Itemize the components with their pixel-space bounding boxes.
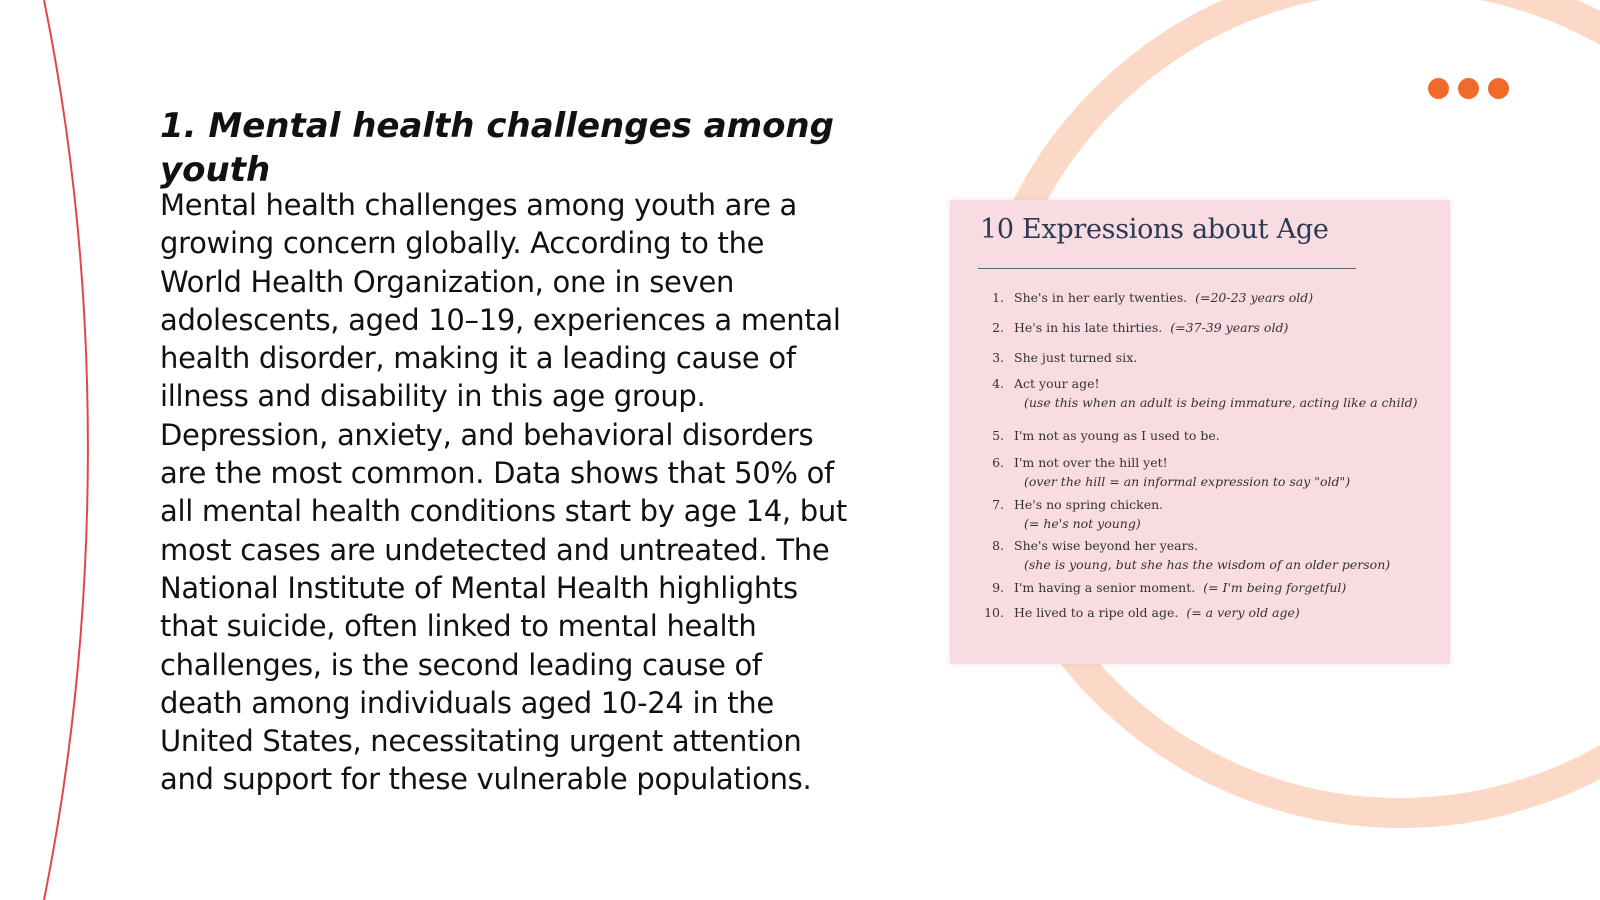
slide-title: 1. Mental health challenges among youth: [160, 106, 834, 190]
expression-item: [980, 605, 1448, 620]
expression-item: [980, 428, 1448, 443]
expression-item: [980, 538, 1448, 572]
expression-item: [980, 350, 1448, 365]
card-title-rule: [978, 268, 1356, 269]
expression-number: 3.: [992, 350, 1004, 365]
expression-text: He lived to a ripe old age.: [1014, 605, 1179, 620]
expression-number: 6.: [992, 455, 1004, 470]
expression-text: She just turned six.: [1014, 350, 1138, 365]
expression-number: 9.: [992, 580, 1004, 595]
expressions-image-card: [950, 200, 1450, 664]
expression-note: (=37-39 years old): [1170, 320, 1289, 335]
expression-text: I'm having a senior moment.: [1014, 580, 1196, 595]
expression-item: [980, 580, 1448, 595]
slide-body-text: Mental health challenges among youth are a growing concern globally. According to the World Health Organization, one in seven adolescents, aged 10–19, experiences a mental health disorder, making it a leading cause of illness and disability in this age group. Depression, anxiety, and behavioral disorders are the most common. Data shows that 50% of all mental health conditions start by age 14, but most cases are undetected and untreated. The National Institute of Mental Health highlights that suicide, often linked to mental health challenges, is the second leading cause of death among individuals aged 10-24 in the United States, necessitating urgent attention and support for these vulnerable populations.: [160, 188, 848, 797]
expression-text: She's wise beyond her years.: [1014, 538, 1199, 553]
expression-note: (=20-23 years old): [1195, 290, 1314, 305]
menu-dots: [1428, 78, 1509, 99]
expression-text: He's in his late thirties.: [1014, 320, 1163, 335]
expression-note: (over the hill = an informal expression to say "old"): [1024, 474, 1351, 489]
expression-note: (= I'm being forgetful): [1203, 580, 1347, 595]
dot-3: [1488, 78, 1509, 99]
expression-text: She's in her early twenties.: [1014, 290, 1188, 305]
expression-number: 5.: [992, 428, 1004, 443]
dot-2: [1458, 78, 1479, 99]
card-title: 10 Expressions about Age: [980, 214, 1329, 245]
expression-item: [980, 376, 1448, 410]
expression-note: (use this when an adult is being immature, acting like a child): [1024, 395, 1418, 410]
expression-item: [980, 497, 1448, 531]
expression-number: 10.: [984, 605, 1004, 620]
expression-item: [980, 290, 1448, 305]
expression-text: He's no spring chicken.: [1014, 497, 1164, 512]
expression-number: 7.: [992, 497, 1004, 512]
expression-text: I'm not over the hill yet!: [1014, 455, 1168, 470]
expression-item: [980, 320, 1448, 335]
expression-number: 1.: [992, 290, 1004, 305]
expression-item: [980, 455, 1448, 489]
expression-note: (she is young, but she has the wisdom of an older person): [1024, 557, 1391, 572]
left-curve-line: [44, 0, 88, 900]
dot-1: [1428, 78, 1449, 99]
expression-note: (= a very old age): [1186, 605, 1300, 620]
expression-number: 8.: [992, 538, 1004, 553]
expression-text: Act your age!: [1014, 376, 1100, 391]
expression-number: 4.: [992, 376, 1004, 391]
expression-note: (= he's not young): [1024, 516, 1141, 531]
expression-text: I'm not as young as I used to be.: [1014, 428, 1220, 443]
expression-number: 2.: [992, 320, 1004, 335]
